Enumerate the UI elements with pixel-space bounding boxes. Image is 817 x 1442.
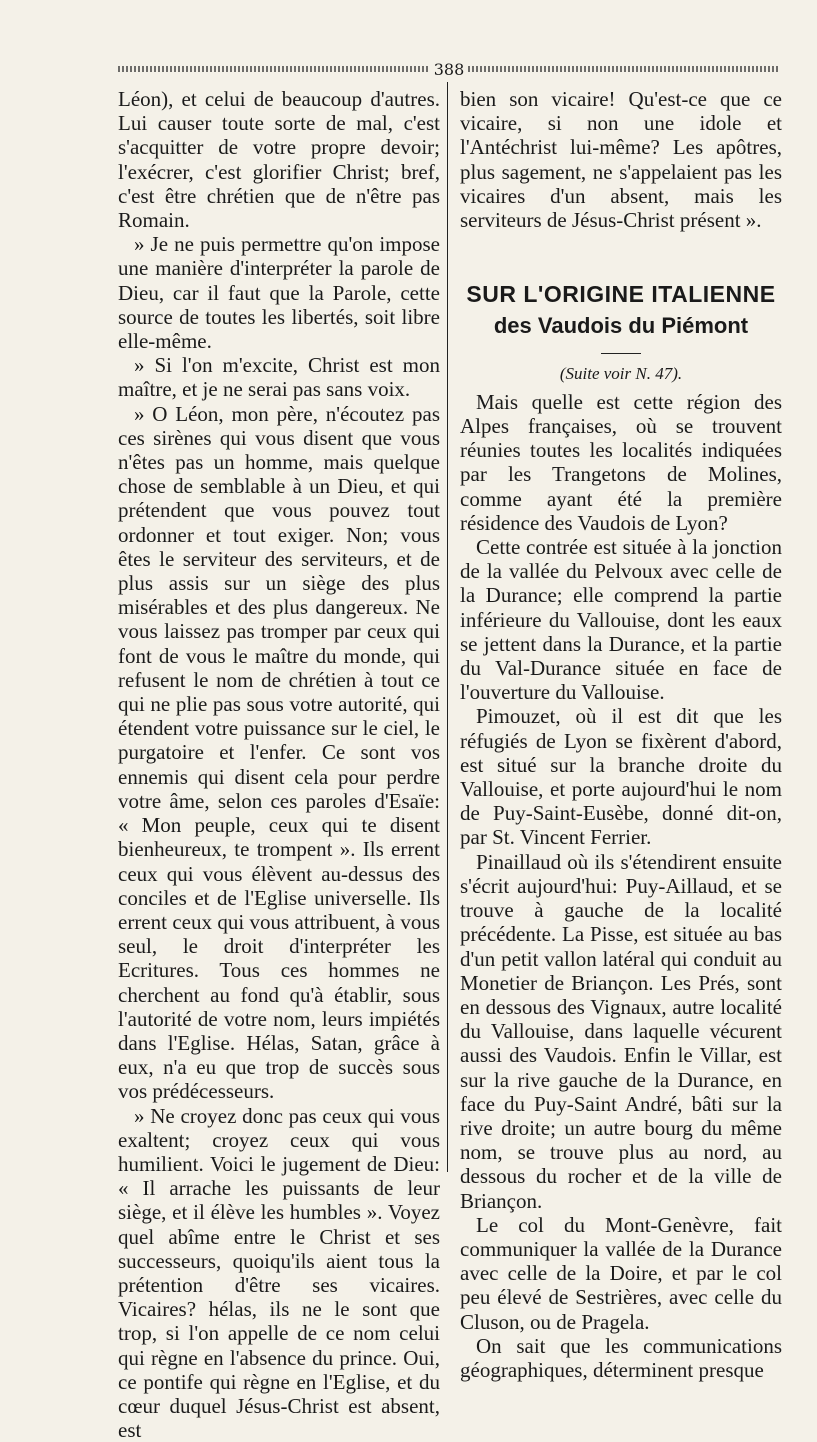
article-subtitle: des Vaudois du Piémont — [493, 313, 749, 339]
column-divider — [447, 82, 448, 1172]
continuation-note: (Suite voir N. 47). — [559, 363, 683, 383]
right-column — [460, 87, 782, 1382]
left-paragraph: » O Léon, mon père, n'écoutez pas ces sirènes qui vous disent que vous n'êtes pas un homme, mais quelque chose de semblable à un Dieu, et qui prétendent que vous pouvez tout ordonner et tout exiger. Non; vous êtes le serviteur des serviteurs, et de plus assis sur un siège des plus misérables et des plus dangereux. Ne vous laissez pas tromper par ceux qui font de vous le maître du monde, qui refusent le nom de chrétien à tout ce qui ne plie pas sous votre autorité, qui étendent votre puissance sur le ciel, le purgatoire et l'enfer. Ce sont vos ennemis qui disent cela pour perdre votre âme, selon ces paroles d'Esaïe: « Mon peuple, ceux qui te disent bienheureux, te trompent ». Ils errent ceux qui vous élèvent au-dessus des conciles et de l'Eglise universelle. Ils errent ceux qui vous attribuent, à vous seul, le droit d'interpréter les Ecritures. Tous ces hommes ne cherchent au fond qu'à établir, sous l'autorité de votre nom, leurs impiétés dans l'Eglise. Hélas, Satan, grâce à eux, n'a eu que trop de succès sous vos prédécesseurs. — [118, 401, 440, 1104]
article-paragraph: Cette contrée est située à la jonction de la vallée du Pelvoux avec celle de la Durance; elle comprend la partie inférieure du Vallouise, dont les eaux se jettent dans la Durance, et la partie du Val-Durance située en face de l'ouverture du Vallouise. — [460, 535, 782, 705]
right-paragraph-continued: bien son vicaire! Qu'est-ce que ce vicaire, si non une idole et l'Antéchrist lui-même? Les apôtres, plus sagement, ne s'appelaient pas les vicaires d'un absent, mais les serviteurs de Jésus-Christ présent ». — [460, 87, 782, 233]
left-paragraph: » Je ne puis permettre qu'on impose une manière d'interpréter la parole de Dieu, car il faut que la Parole, cette source de toutes les libertés, soit libre elle-même. — [118, 232, 440, 354]
article-paragraph: On sait que les communications géographiques, déterminent presque — [460, 1333, 782, 1382]
article-paragraph: Mais quelle est cette région des Alpes françaises, où se trouvent réunies toutes les localités indiquées par les Trangetons de Molines, comme ayant été la première résidence des Vaudois de Lyon? — [460, 389, 782, 535]
page-header — [118, 60, 780, 78]
header-ornament-right — [468, 66, 780, 72]
article-title: SUR L'ORIGINE ITALIENNE — [466, 281, 776, 308]
left-paragraph: » Ne croyez donc pas ceux qui vous exaltent; croyez ceux qui vous humilient. Voici le jugement de Dieu: « Il arrache les puissants de leur siège, et il élève les humbles ». Voyez quel abîme entre le Christ et ses successeurs, quoiqu'ils aient tous la prétention d'être ses vicaires. Vicaires? hélas, ils ne le sont que trop, si l'on appelle de ce nom celui qui règne en l'absence du prince. Oui, ce pontife qui règne en l'Eglise, et du cœur duquel Jésus-Christ est absent, est — [118, 1103, 440, 1442]
header-ornament-left — [118, 66, 430, 72]
article-paragraph: Pinaillaud où ils s'étendirent ensuite s'écrit aujourd'hui: Puy-Aillaud, et se trouve à gauche de la localité précédente. La Pisse, est située au bas d'un petit vallon latéral qui conduit au Monetier de Briançon. Les Prés, sont en dessous des Vignaux, autre localité du Vallouise, dans laquelle vécurent aussi des Vaudois. Enfin le Villar, est sur la rive gauche de la Durance, en face du Puy-Saint André, bâti sur la rive droite; un autre bourg du même nom, se trouve plus au nord, au dessous du rocher et de la ville de Briançon. — [460, 849, 782, 1213]
left-paragraph: Léon), et celui de beaucoup d'autres. Lui causer toute sorte de mal, c'est s'acquitter de votre propre devoir; l'exécrer, c'est glorifier Christ; bref, c'est être chrétien que de n'être pas Romain. — [118, 87, 440, 233]
article-paragraph: Pimouzet, où il est dit que les réfugiés de Lyon se fixèrent d'abord, est situé sur la branche droite du Vallouise, et porte aujourd'hui le nom de Puy-Saint-Eusèbe, donné dit-on, par St. Vincent Ferrier. — [460, 704, 782, 850]
title-rule — [601, 353, 641, 354]
article-paragraph: Le col du Mont-Genèvre, fait communiquer la vallée de la Durance avec celle de la Doire, et par le col peu élevé de Sestrières, avec celle du Cluson, ou de Pragela. — [460, 1212, 782, 1334]
page-number: 388 — [433, 59, 465, 79]
left-paragraph: » Si l'on m'excite, Christ est mon maître, et je ne serai pas sans voix. — [118, 353, 440, 402]
